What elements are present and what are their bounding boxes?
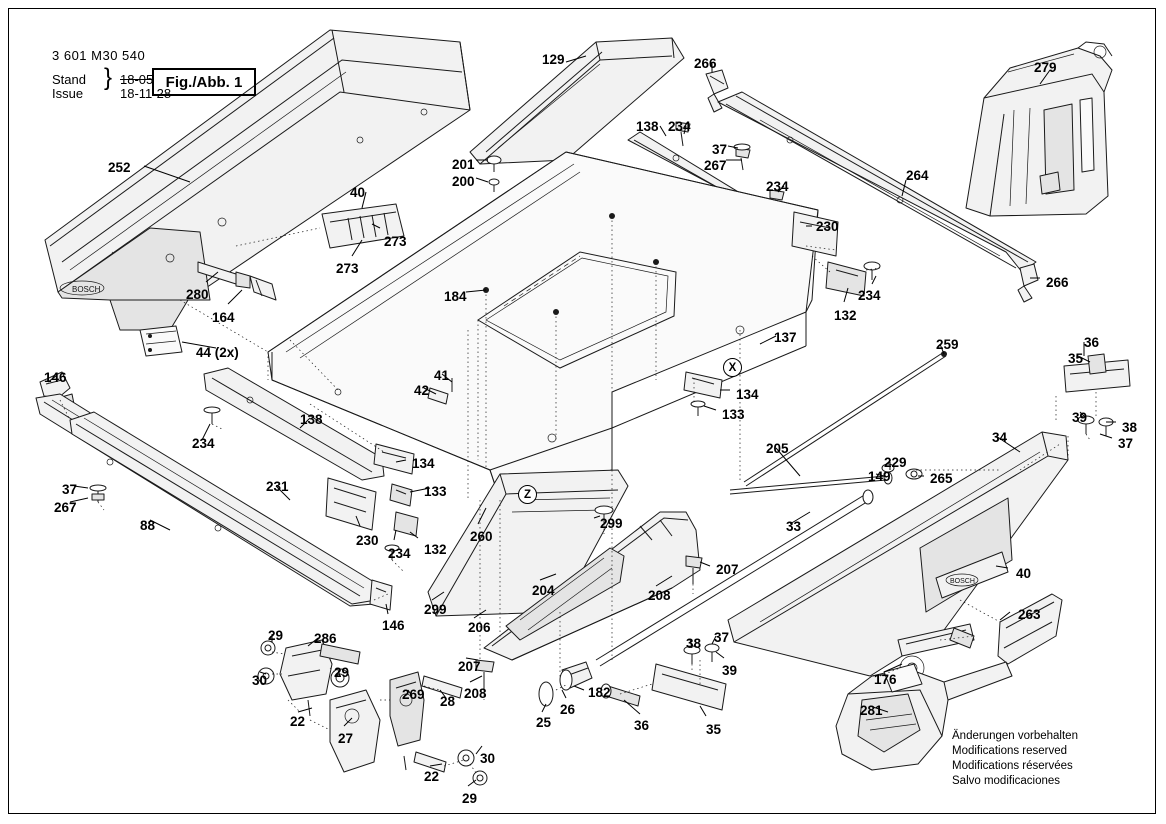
callout-number: 267 xyxy=(54,500,77,515)
callout-number: 260 xyxy=(470,529,493,544)
callout-number: 35 xyxy=(706,722,722,737)
callout-number: 182 xyxy=(588,685,611,700)
callout-number: 146 xyxy=(44,370,67,385)
issue-value: 18-11-28 xyxy=(120,86,172,101)
callout-number: 273 xyxy=(336,261,359,276)
callout-number: 273 xyxy=(384,234,407,249)
callout-number: 206 xyxy=(468,620,491,635)
callout-number: 37 xyxy=(712,142,728,157)
callout-number: 34 xyxy=(992,430,1008,445)
callout-number: 146 xyxy=(382,618,405,633)
callout-number: 42 xyxy=(414,383,430,398)
callout-number: 231 xyxy=(266,479,289,494)
callout-number: 133 xyxy=(722,407,745,422)
callout-number: 133 xyxy=(424,484,447,499)
callout-number: 134 xyxy=(412,456,435,471)
callout-number: 129 xyxy=(542,52,565,67)
callout-number: 299 xyxy=(424,602,447,617)
callout-number: 269 xyxy=(402,687,425,702)
callout-number: 299 xyxy=(600,516,623,531)
callout-number: 252 xyxy=(108,160,131,175)
callout-number: 138 xyxy=(636,119,659,134)
note-es: Salvo modificaciones xyxy=(952,775,1061,787)
detail-marker: X xyxy=(723,358,742,377)
brace-glyph: } xyxy=(104,64,113,91)
callout-number: 35 xyxy=(1068,351,1084,366)
issue-label: Issue xyxy=(52,86,84,101)
callout-number: 22 xyxy=(424,769,440,784)
note-en: Modifications reserved xyxy=(952,745,1068,757)
callout-number: 279 xyxy=(1034,60,1057,75)
callout-number: 138 xyxy=(300,412,323,427)
callout-number: 204 xyxy=(532,583,555,598)
part-259-rod xyxy=(744,351,947,486)
callout-number: 286 xyxy=(314,631,337,646)
callout-number: 132 xyxy=(424,542,447,557)
callout-number: 264 xyxy=(906,168,929,183)
callout-number: 137 xyxy=(774,330,797,345)
callout-number: 36 xyxy=(1084,335,1100,350)
callout-number: 40 xyxy=(350,185,366,200)
callout-number: 37 xyxy=(1118,436,1134,451)
callout-number: 37 xyxy=(62,482,78,497)
callout-number: 259 xyxy=(936,337,959,352)
callout-number: 234 xyxy=(388,546,411,561)
part-266-clip-bottom xyxy=(1018,264,1038,302)
callout-number: 25 xyxy=(536,715,552,730)
callout-number: 207 xyxy=(716,562,739,577)
part-201-200-pins xyxy=(487,156,501,192)
part-number: 3 601 M30 540 xyxy=(52,48,146,63)
part-234-screw-left xyxy=(204,407,220,424)
callout-number: 29 xyxy=(462,791,478,806)
callout-number: 266 xyxy=(1046,275,1069,290)
callout-number: 164 xyxy=(212,310,235,325)
callout-number: 208 xyxy=(648,588,671,603)
figure-label: Fig./Abb. 1 xyxy=(165,73,243,91)
detail-marker: Z xyxy=(518,485,537,504)
callout-number: 37 xyxy=(714,630,730,645)
callout-number: 281 xyxy=(860,703,883,718)
callout-number: 44 (2x) xyxy=(196,345,239,360)
callout-number: 234 xyxy=(858,288,881,303)
svg-text:BOSCH: BOSCH xyxy=(72,285,101,294)
note-fr: Modifications réservées xyxy=(952,760,1073,772)
callout-number: 30 xyxy=(480,751,496,766)
part-25-26-182 xyxy=(539,662,592,706)
callout-number: 38 xyxy=(686,636,702,651)
callout-number: 22 xyxy=(290,714,306,729)
callout-number: 28 xyxy=(440,694,456,709)
callout-number: 267 xyxy=(704,158,727,173)
callout-number: 29 xyxy=(334,665,350,680)
callout-number: 40 xyxy=(1016,566,1032,581)
stand-label: Stand xyxy=(52,72,86,87)
callout-number: 265 xyxy=(930,471,953,486)
callout-number: 229 xyxy=(884,455,907,470)
stand-value: 18-05 xyxy=(120,72,154,87)
callout-number: 230 xyxy=(356,533,379,548)
callout-number: 234 xyxy=(766,179,789,194)
callout-number: 39 xyxy=(1072,410,1088,425)
part-134-133-group xyxy=(684,372,722,416)
svg-text:BOSCH: BOSCH xyxy=(950,578,975,585)
callout-number: 208 xyxy=(464,686,487,701)
callout-number: 200 xyxy=(452,174,475,189)
part-263-rail xyxy=(998,594,1062,664)
callout-number: 230 xyxy=(816,219,839,234)
callout-number: 149 xyxy=(868,469,891,484)
callout-number: 205 xyxy=(766,441,789,456)
callout-number: 134 xyxy=(736,387,759,402)
callout-number: 30 xyxy=(252,673,268,688)
callout-number: 29 xyxy=(268,628,284,643)
callout-number: 36 xyxy=(634,718,650,733)
callout-number: 88 xyxy=(140,518,156,533)
callout-number: 26 xyxy=(560,702,576,717)
callout-number: 266 xyxy=(694,56,717,71)
callout-number: 33 xyxy=(786,519,802,534)
callout-number: 234 xyxy=(192,436,215,451)
note-de: Änderungen vorbehalten xyxy=(952,730,1078,742)
callout-number: 38 xyxy=(1122,420,1138,435)
callout-number: 27 xyxy=(338,731,354,746)
callout-number: 41 xyxy=(434,368,450,383)
callout-number: 176 xyxy=(874,672,897,687)
callout-number: 234 xyxy=(668,119,691,134)
callout-number: 280 xyxy=(186,287,209,302)
callout-number: 201 xyxy=(452,157,475,172)
callout-number: 263 xyxy=(1018,607,1041,622)
callout-number: 39 xyxy=(722,663,738,678)
callout-number: 132 xyxy=(834,308,857,323)
part-37-267-left xyxy=(90,485,106,502)
callout-number: 207 xyxy=(458,659,481,674)
callout-number: 184 xyxy=(444,289,467,304)
